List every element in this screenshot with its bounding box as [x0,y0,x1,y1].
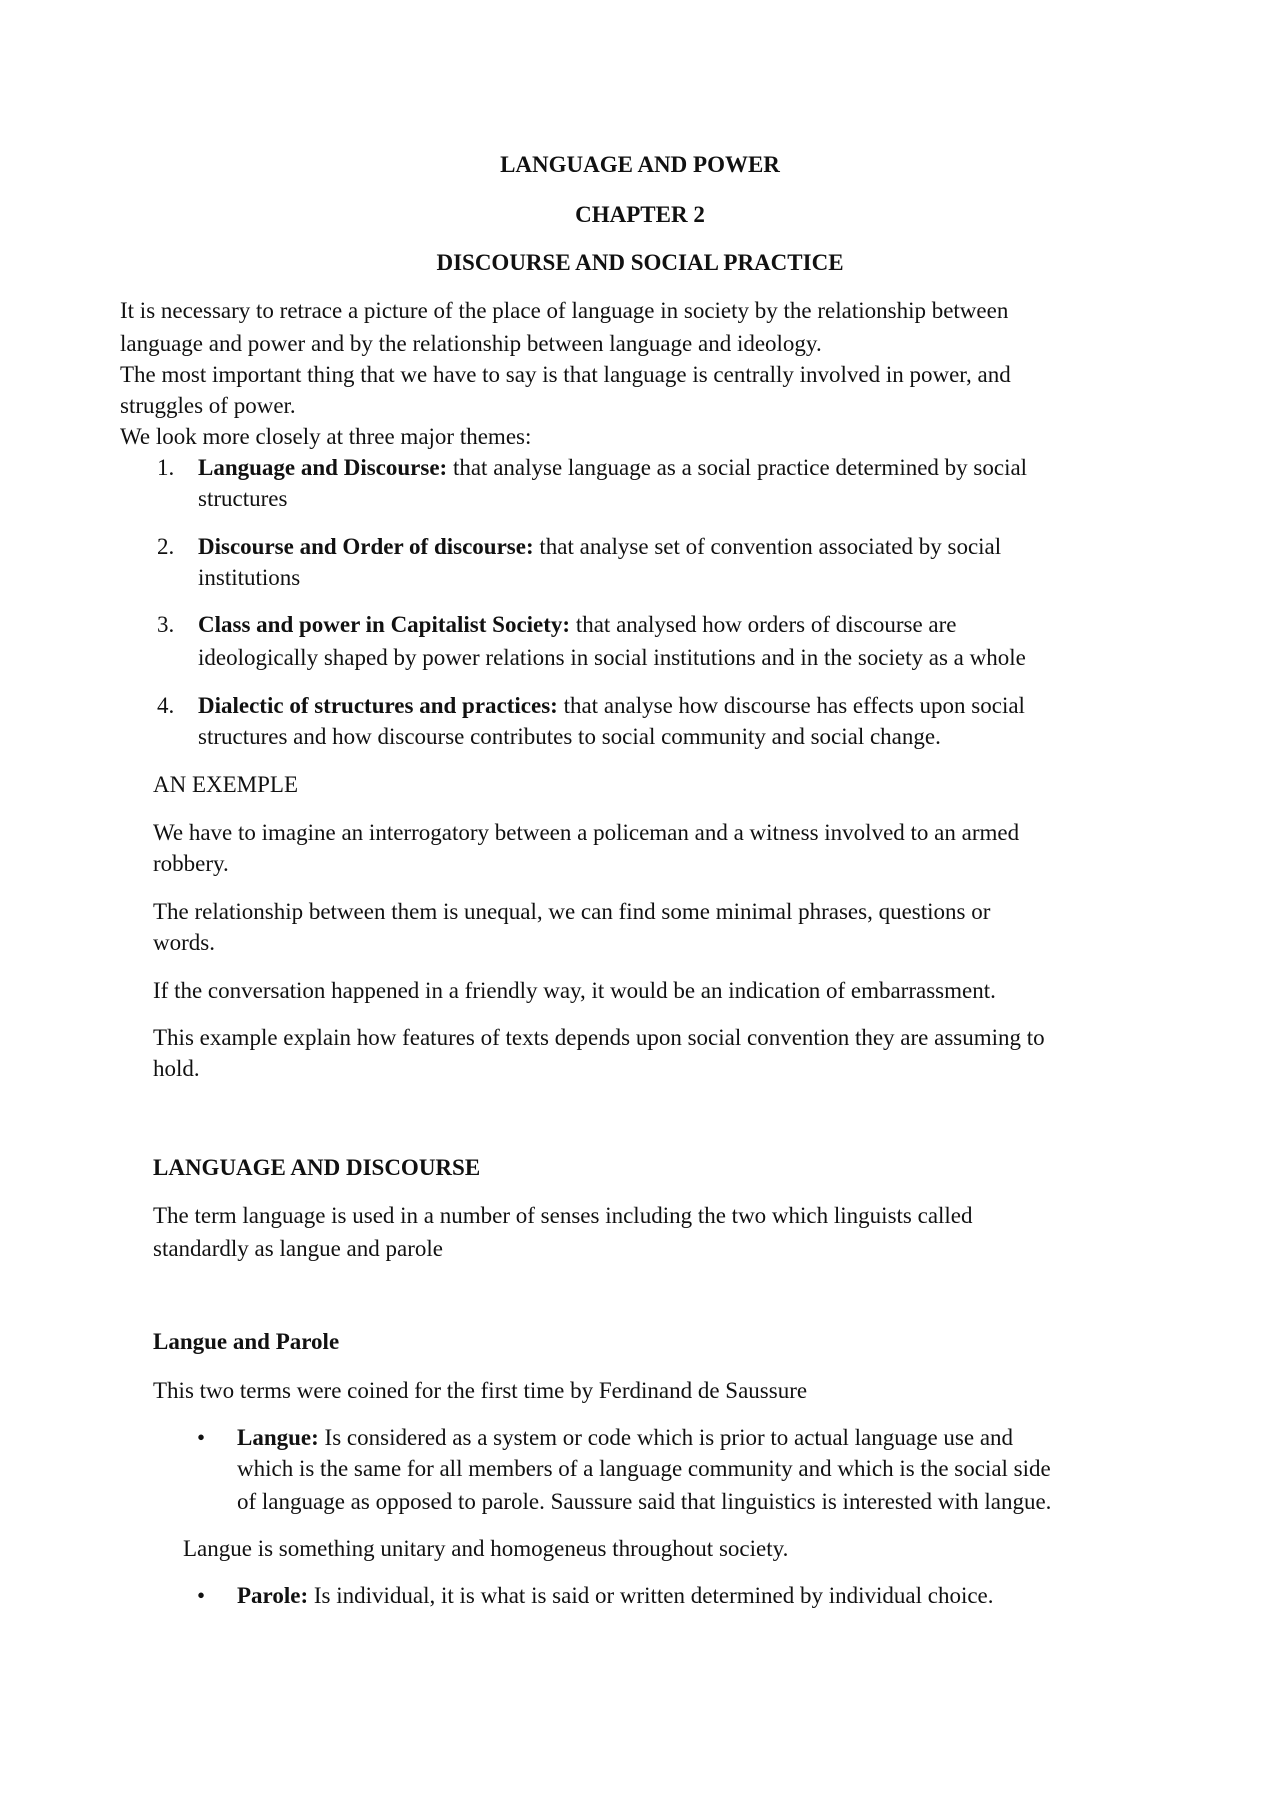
list-number: 1. [157,455,175,480]
chapter-title: CHAPTER 2 [575,202,705,227]
langue-parole-intro: This two terms were coined for the first time by Ferdinand de Saussure [153,1378,808,1403]
bullet-icon: • [197,1425,206,1450]
theme-term: Class and power in Capitalist Society: [198,612,571,637]
example-paragraph-2: The relationship between them is unequal, we can find some minimal phrases, questions or words. [153,899,991,955]
intro-paragraph-2: The most important thing that we have to say is that language is centrally involved in power, and struggles of power. [120,362,1011,418]
example-heading: AN EXEMPLE [153,772,299,797]
intro-paragraph-3: We look more closely at three major themes: [120,424,532,449]
document-page: LANGUAGE AND POWER CHAPTER 2 DISCOURSE AND SOCIAL PRACTICE It is necessary to retrace a picture of the place of language in society by the relationship between language and power and by the relationship between language and ideology. The most important thing that we have to say is that language is centrally involved in power, and struggles of power. We look more closely at three major themes: 1. Language and Discourse: that analyse language as a social practice determined by social structures 2. Discourse and Order of discourse: that analyse set of convention associated by social institutions 3. Class and power in Capitalist Society: that analysed how orders of discourse are ideologically shaped by power relations in social institutions and in the society as a whole 4. Dialectic of structures and practices: that analyse how discourse has effects upon social structures and how discourse contributes to social community and social change. AN EXEMPLE We have to imagine an interrogatory between a policeman and a witness involved to an armed robbery. The relationship between them is unequal, we can find some minimal phrases, questions or words. If the conversation happened in a friendly way, it would be an indication of embarrassment. This example explain how features of texts depends upon social convention they are assuming to hold. LANGUAGE AND DISCOURSE The term language is used in a number of senses including the two which linguists called standardly as langue and parole Langue and Parole This two terms were coined for the first time by Ferdinand de Saussure • Langue: Is considered as a system or code which is prior to actual language use and which is the same for all members of a language community and which is the social side of language as opposed to parole. Saussure said that linguistics is interested with langue. Langue is something unitary and homogeneus throughout society. • Parole: Is individual, it is what is said or written determined by individual choice. [0,0,1280,1811]
section-heading-langue-parole: Langue and Parole [153,1329,340,1354]
chapter-subtitle: DISCOURSE AND SOCIAL PRACTICE [436,250,844,275]
language-discourse-paragraph: The term language is used in a number of senses including the two which linguists called standardly as langue and parole [153,1203,973,1261]
parole-term: Parole: [237,1583,309,1608]
example-paragraph-1: We have to imagine an interrogatory between a policeman and a witness involved to an armed robbery. [153,820,1020,876]
list-number: 4. [157,693,175,718]
bullet-icon: • [197,1583,206,1608]
langue-term: Langue: [237,1425,319,1450]
list-number: 2. [157,534,175,559]
list-number: 3. [157,612,175,637]
document-title: LANGUAGE AND POWER [500,152,780,177]
example-paragraph-4: This example explain how features of texts depends upon social convention they are assuming to hold. [153,1025,1045,1081]
intro-paragraph-1: It is necessary to retrace a picture of the place of language in society by the relationship between language and power and by the relationship between language and ideology. [120,298,1009,356]
theme-term: Discourse and Order of discourse: [198,534,534,559]
example-paragraph-3: If the conversation happened in a friendly way, it would be an indication of embarrassment. [153,978,996,1003]
theme-term: Dialectic of structures and practices: [198,693,558,718]
section-heading-language-discourse: LANGUAGE AND DISCOURSE [153,1155,481,1180]
theme-term: Language and Discourse: [198,455,448,480]
langue-note: Langue is something unitary and homogeneus throughout society. [183,1536,789,1561]
